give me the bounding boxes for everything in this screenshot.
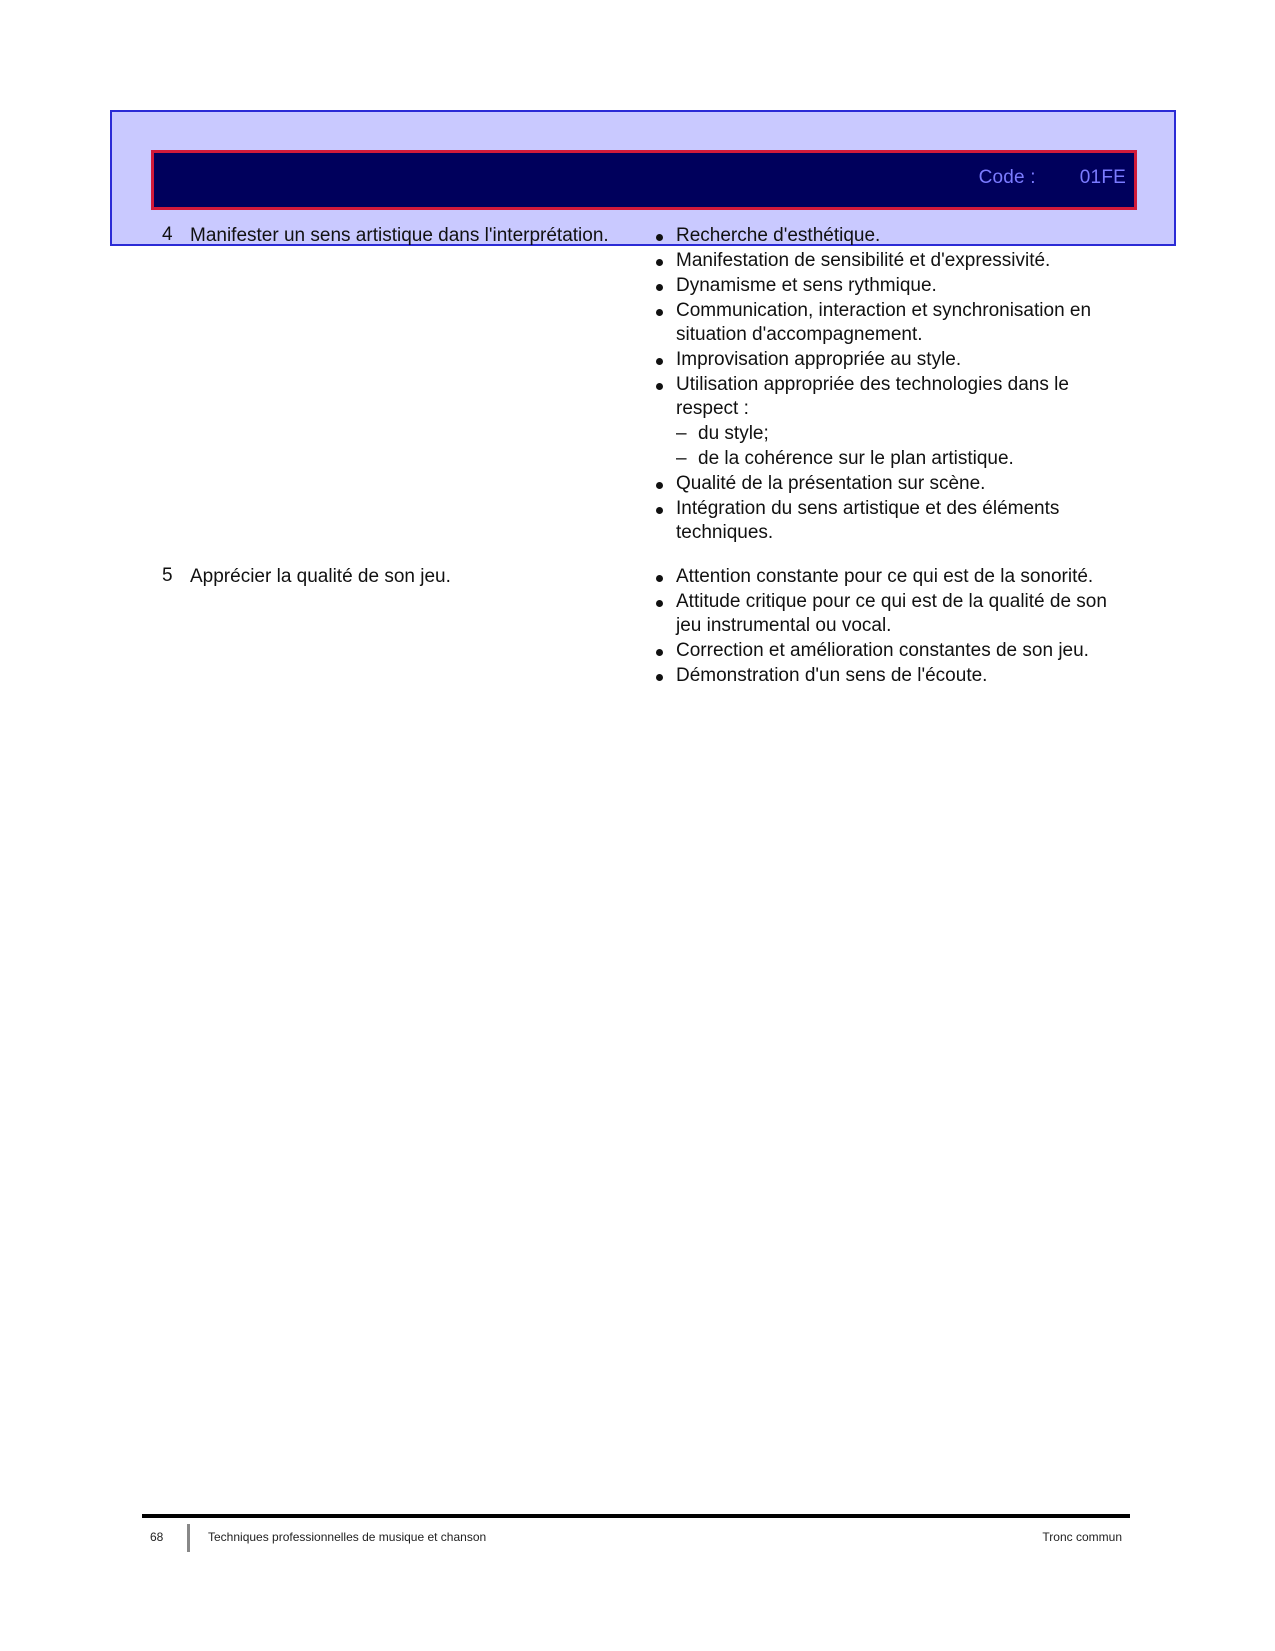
criterion-subitem-text: de la cohérence sur le plan artistique. (698, 448, 1014, 469)
code-label (979, 167, 1126, 189)
criterion-item: Qualité de la présentation sur scène. (654, 472, 1114, 496)
criterion-item: Correction et amélioration constantes de son jeu. (654, 639, 1114, 663)
footer-section: Tronc commun (1042, 1530, 1122, 1544)
criterion-subitem-text: du style; (698, 423, 769, 444)
criterion-item: Attention constante pour ce qui est de la sonorité. (654, 565, 1114, 589)
criterion-item: Dynamisme et sens rythmique. (654, 274, 1114, 298)
criterion-item: Démonstration d'un sens de l'écoute. (654, 664, 1114, 688)
criteria-list (654, 224, 1114, 546)
code-bar (151, 150, 1137, 210)
criterion-item: Communication, interaction et synchronisation en situation d'accompagnement. (654, 299, 1114, 347)
objective-text: Apprécier la qualité de son jeu. (190, 566, 451, 587)
criterion-subitem (654, 422, 1114, 446)
criterion-item: Attitude critique pour ce qui est de la qualité de son jeu instrumental ou vocal. (654, 590, 1114, 638)
criteria-list (654, 565, 1114, 689)
footer-separator (187, 1524, 190, 1552)
page-number: 68 (150, 1530, 164, 1544)
footer-rule (142, 1514, 1130, 1518)
code-label-text: Code : (978, 167, 1036, 188)
objective-number: 4 (162, 224, 173, 245)
criterion-item: Manifestation de sensibilité et d'expressivité. (654, 249, 1114, 273)
dash-marker: – (676, 448, 687, 469)
criterion-item: Intégration du sens artistique et des éléments techniques. (654, 497, 1114, 545)
objective-text: Manifester un sens artistique dans l'interprétation. (190, 225, 609, 246)
dash-marker: – (676, 423, 687, 444)
criterion-item: Recherche d'esthétique. (654, 224, 1114, 248)
criterion-subitem (654, 447, 1114, 471)
criterion-item: Utilisation appropriée des technologies dans le respect : (654, 373, 1114, 421)
code-value: 01FE (1079, 167, 1126, 188)
criterion-item: Improvisation appropriée au style. (654, 348, 1114, 372)
page-footer (150, 1530, 1122, 1548)
footer-doc-title: Techniques professionnelles de musique et chanson (208, 1530, 487, 1544)
objective-number: 5 (162, 565, 173, 586)
